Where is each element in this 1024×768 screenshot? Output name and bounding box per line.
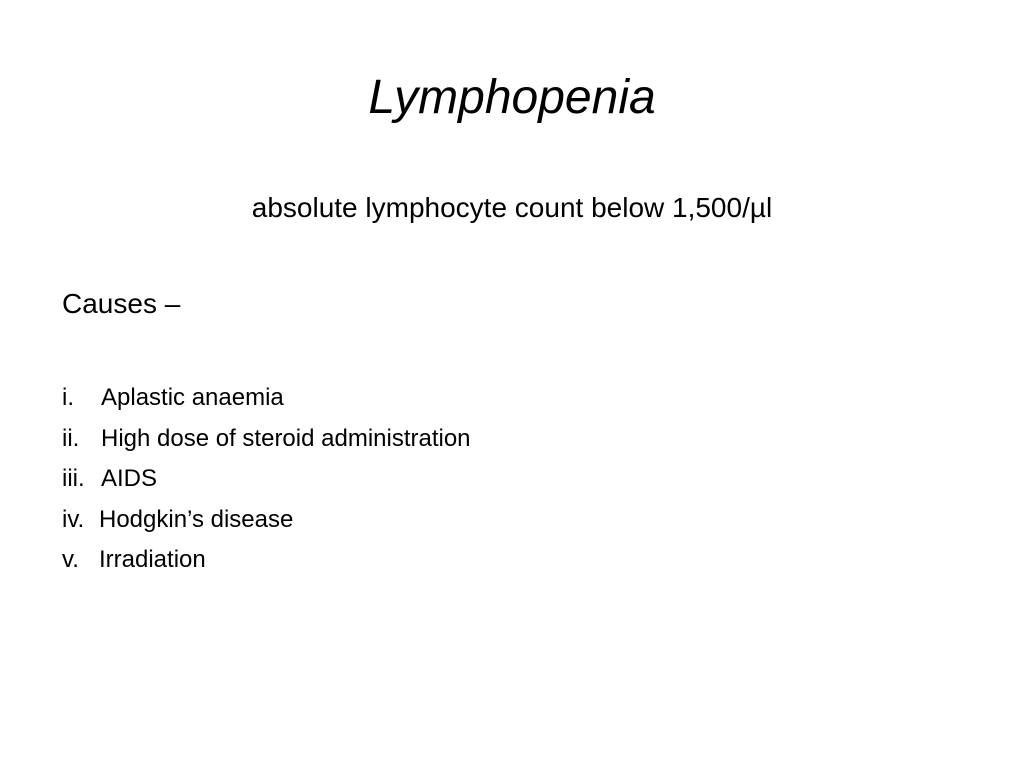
causes-heading: Causes – — [62, 288, 181, 319]
list-item-number: ii. — [62, 424, 80, 452]
list-item-text: High dose of steroid administration — [101, 424, 471, 452]
list-item — [62, 380, 471, 421]
list-item — [62, 421, 471, 462]
list-item-number: iii. — [62, 465, 85, 492]
list-item-number: v. — [62, 546, 79, 573]
causes-list — [62, 380, 471, 583]
list-item — [62, 542, 471, 583]
list-item-text: Aplastic anaemia — [101, 384, 284, 411]
list-item-text: AIDS — [101, 465, 158, 492]
list-item-text: Irradiation — [99, 546, 206, 573]
list-item — [62, 502, 471, 543]
list-item-number: iv. — [62, 505, 85, 533]
definition-text: absolute lymphocyte count below 1,500/µl — [251, 192, 773, 223]
list-item-text: Hodgkin’s disease — [99, 505, 294, 533]
slide-title: Lymphopenia — [368, 71, 656, 124]
list-item — [62, 461, 471, 502]
list-item-number: i. — [62, 384, 74, 411]
